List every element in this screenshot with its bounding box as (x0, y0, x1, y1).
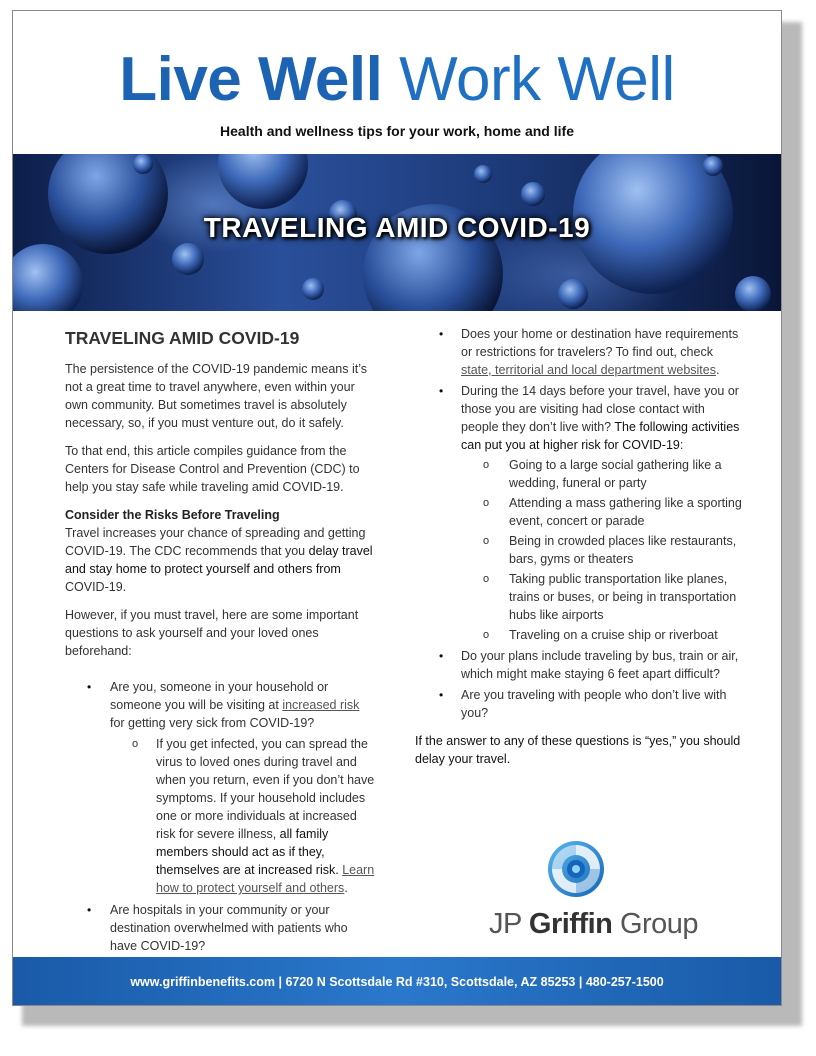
list-item (415, 686, 745, 722)
question-1-sub-text: If you get infected, you can spread the virus to loved ones during travel and when you return, even if you don’t have symptoms. If your household includes one or more individuals at increased risk for severe illness, (156, 737, 375, 841)
list-item (65, 678, 375, 897)
bullet-marker: • (439, 649, 444, 663)
masthead-part1: Live Well (119, 45, 383, 114)
list-item (415, 382, 745, 644)
logo-part-jp: JP (489, 908, 529, 940)
risk-paragraph (65, 524, 375, 596)
sub-bullet-marker: o (483, 459, 490, 471)
question-4-text-b: : (679, 438, 684, 452)
activity-text: Being in crowded places like restaurants, bars, gyms or theaters (509, 534, 737, 566)
activities-sublist (461, 456, 745, 644)
intro-paragraph-2: To that end, this article compiles guidance from the Centers for Disease Control and Prevention (CDC) to help you stay safe while traveling amid COVID-19. (65, 444, 360, 494)
masthead-title (13, 41, 781, 119)
question-list-left (65, 678, 375, 955)
bullet-marker: • (439, 327, 444, 341)
list-item (65, 901, 375, 955)
bullet-marker: • (87, 903, 92, 917)
footer-bar: www.griffinbenefits.com | 6720 N Scottsdale Rd #310, Scottsdale, AZ 85253 | 480-257-1500 (13, 957, 781, 1006)
question-2-text: Are hospitals in your community or your destination overwhelmed with patients who have COVID-19? (110, 903, 348, 953)
sub-bullet-marker: o (483, 573, 490, 585)
increased-risk-link[interactable]: increased risk (282, 698, 360, 712)
virus-banner (13, 154, 781, 311)
risk-text-a: Travel increases your chance of spreading and getting COVID-19. The CDC recommends that you (65, 526, 366, 558)
activity-text: Going to a large social gathering like a wedding, funeral or party (509, 458, 722, 490)
activity-text: Taking public transportation like planes, trains or buses, or being in transportation hubs like airports (509, 572, 737, 622)
bullet-marker: • (87, 680, 92, 694)
company-logo-text (489, 908, 698, 941)
question-5-text: Do your plans include traveling by bus, train or air, which might make staying 6 feet apart difficult? (461, 649, 739, 681)
question-1-text-b: for getting very sick from COVID-19? (110, 716, 315, 730)
bullet-marker: • (439, 384, 444, 398)
logo-part-griffin: Griffin (528, 908, 613, 940)
document-page (12, 10, 782, 1006)
bullet-marker: • (439, 688, 444, 702)
list-item (415, 325, 745, 379)
department-websites-link[interactable]: state, territorial and local department websites (461, 363, 716, 377)
section-heading: Consider the Risks Before Traveling (65, 508, 280, 522)
banner-title: TRAVELING AMID COVID-19 (203, 212, 591, 243)
left-column (65, 323, 375, 955)
activity-text: Attending a mass gathering like a sporting event, concert or parade (509, 496, 742, 528)
question-3-text-a: Does your home or destination have requirements or restrictions for travelers? To find out, check (461, 327, 739, 359)
sub-bullet-marker: o (483, 629, 490, 641)
sub-bullet-marker: o (132, 738, 139, 750)
masthead-part2: Work Well (399, 45, 675, 114)
list-item (461, 626, 745, 644)
conclusion-text: If the answer to any of these questions is “yes,” you should delay your travel. (415, 734, 741, 766)
list-item (461, 494, 745, 530)
list-item (110, 735, 375, 897)
article-heading: TRAVELING AMID COVID-19 (65, 328, 300, 348)
list-item (461, 456, 745, 492)
question-1-text-a: Are you, someone in your household or someone you will be visiting at (110, 680, 329, 712)
question-4-text-a: During the 14 days before your travel, have you or those you are visiting had close contact with people they don’t live with? (461, 384, 739, 434)
questions-intro: However, if you must travel, here are some important questions to ask yourself and your loved ones beforehand: (65, 608, 359, 658)
question-list-right (415, 325, 745, 722)
question-6-text: Are you traveling with people who don’t live with you? (461, 688, 727, 720)
list-item (461, 570, 745, 624)
question-4-text-bold: The following activities can put you at higher risk for COVID-19 (461, 420, 740, 452)
logo-part-group: Group (612, 908, 699, 940)
jp-griffin-swirl-logo-icon (546, 839, 606, 899)
sub-bullet-marker: o (483, 535, 490, 547)
question-1-sublist (110, 735, 375, 897)
question-1-sub-bold: all family members should act as if they, themselves are at increased risk. (156, 827, 339, 877)
risk-text-b: COVID-19. (65, 580, 127, 594)
learn-how-link[interactable]: Learn how to protect yourself and others (156, 863, 375, 895)
sub-bullet-marker: o (483, 497, 490, 509)
question-3-text-b: . (716, 363, 720, 377)
risk-text-bold: delay travel and stay home to protect yourself and others from (65, 544, 373, 576)
tagline: Health and wellness tips for your work, home and life (220, 123, 574, 139)
list-item (415, 647, 745, 683)
intro-paragraph-1: The persistence of the COVID-19 pandemic means it’s not a great time to travel anywhere, even within your own community. But sometimes travel is absolutely necessary, so, if you must venture out, do it safely. (65, 362, 367, 430)
question-1-sub-end: . (344, 881, 348, 895)
activity-text: Traveling on a cruise ship or riverboat (509, 628, 718, 642)
right-column (415, 325, 745, 778)
list-item (461, 532, 745, 568)
